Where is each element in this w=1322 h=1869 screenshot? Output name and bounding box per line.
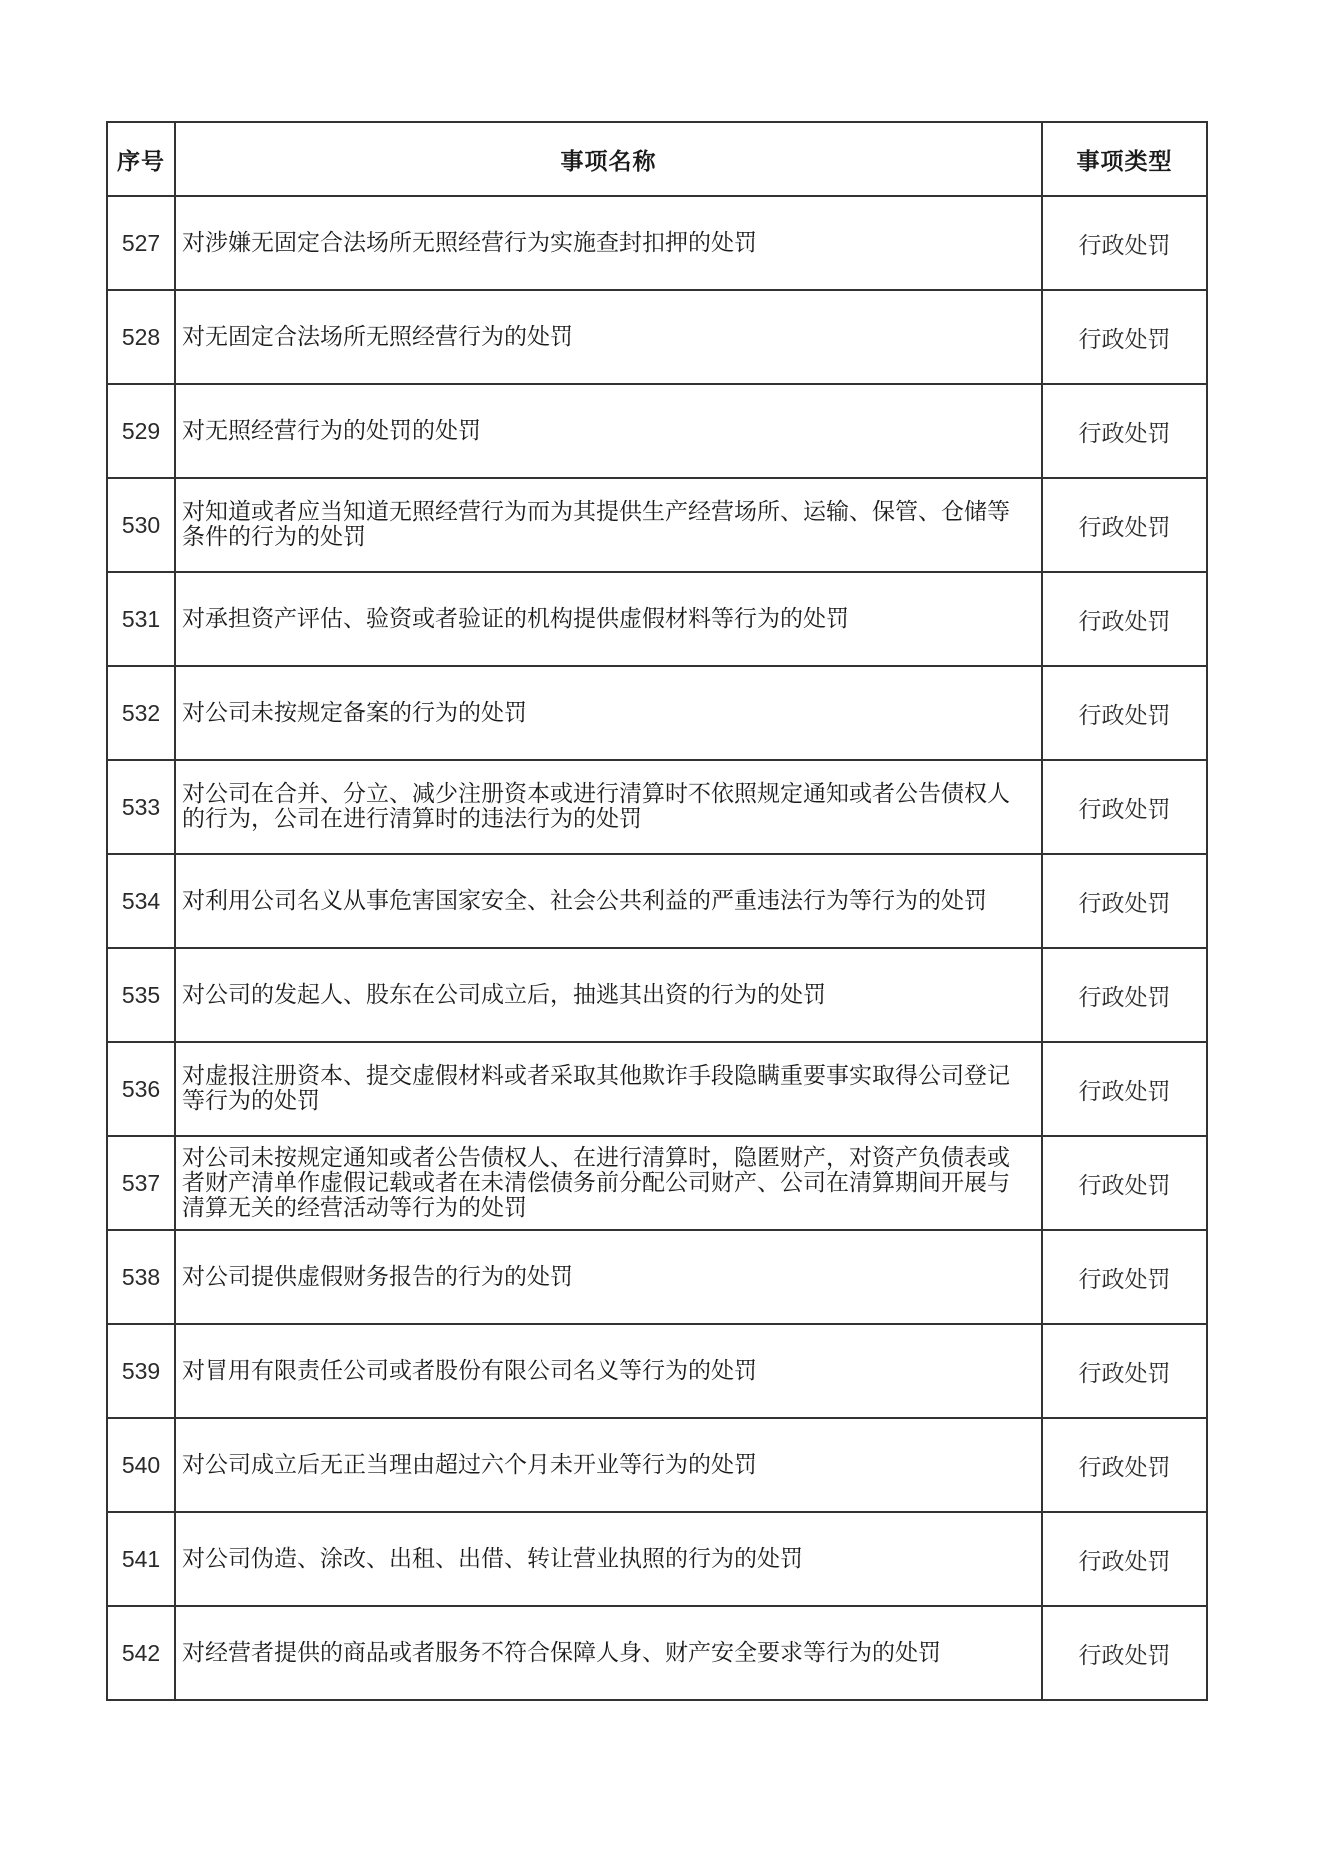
row-type: 行政处罚	[1042, 1042, 1207, 1136]
table-row	[107, 1418, 1207, 1512]
row-no: 531	[107, 572, 175, 666]
table-row	[107, 384, 1207, 478]
row-name: 对经营者提供的商品或者服务不符合保障人身、财产安全要求等行为的处罚	[175, 1606, 1042, 1700]
row-no: 535	[107, 948, 175, 1042]
table-row	[107, 1324, 1207, 1418]
row-name: 对公司在合并、分立、减少注册资本或进行清算时不依照规定通知或者公告债权人的行为，公司在进行清算时的违法行为的处罚	[175, 760, 1042, 854]
table-row	[107, 478, 1207, 572]
table-row	[107, 1136, 1207, 1230]
header-name: 事项名称	[175, 122, 1042, 196]
row-no: 542	[107, 1606, 175, 1700]
row-no: 534	[107, 854, 175, 948]
row-type: 行政处罚	[1042, 290, 1207, 384]
row-type: 行政处罚	[1042, 666, 1207, 760]
row-no: 533	[107, 760, 175, 854]
table-row	[107, 1606, 1207, 1700]
row-no: 528	[107, 290, 175, 384]
row-name: 对知道或者应当知道无照经营行为而为其提供生产经营场所、运输、保管、仓储等条件的行为的处罚	[175, 478, 1042, 572]
row-no: 530	[107, 478, 175, 572]
table-row	[107, 196, 1207, 290]
row-type: 行政处罚	[1042, 1324, 1207, 1418]
row-type: 行政处罚	[1042, 1512, 1207, 1606]
row-name: 对公司的发起人、股东在公司成立后，抽逃其出资的行为的处罚	[175, 948, 1042, 1042]
row-name: 对公司未按规定备案的行为的处罚	[175, 666, 1042, 760]
row-name: 对利用公司名义从事危害国家安全、社会公共利益的严重违法行为等行为的处罚	[175, 854, 1042, 948]
row-type: 行政处罚	[1042, 478, 1207, 572]
table-row	[107, 760, 1207, 854]
row-no: 537	[107, 1136, 175, 1230]
row-type: 行政处罚	[1042, 948, 1207, 1042]
items-table	[106, 121, 1208, 1701]
row-type: 行政处罚	[1042, 196, 1207, 290]
row-name: 对公司未按规定通知或者公告债权人、在进行清算时，隐匿财产，对资产负债表或者财产清单作虚假记载或者在未清偿债务前分配公司财产、公司在清算期间开展与清算无关的经营活动等行为的处罚	[175, 1136, 1042, 1230]
row-name: 对公司成立后无正当理由超过六个月未开业等行为的处罚	[175, 1418, 1042, 1512]
header-no: 序号	[107, 122, 175, 196]
table-row	[107, 666, 1207, 760]
row-name: 对公司伪造、涂改、出租、出借、转让营业执照的行为的处罚	[175, 1512, 1042, 1606]
table-body	[107, 196, 1207, 1700]
row-no: 540	[107, 1418, 175, 1512]
row-type: 行政处罚	[1042, 760, 1207, 854]
row-no: 532	[107, 666, 175, 760]
header-type: 事项类型	[1042, 122, 1207, 196]
row-name: 对承担资产评估、验资或者验证的机构提供虚假材料等行为的处罚	[175, 572, 1042, 666]
row-no: 541	[107, 1512, 175, 1606]
table-row	[107, 948, 1207, 1042]
row-type: 行政处罚	[1042, 1230, 1207, 1324]
row-name: 对涉嫌无固定合法场所无照经营行为实施查封扣押的处罚	[175, 196, 1042, 290]
row-no: 527	[107, 196, 175, 290]
table-row	[107, 1042, 1207, 1136]
table-row	[107, 290, 1207, 384]
row-no: 536	[107, 1042, 175, 1136]
row-type: 行政处罚	[1042, 854, 1207, 948]
row-type: 行政处罚	[1042, 1606, 1207, 1700]
row-no: 538	[107, 1230, 175, 1324]
row-no: 539	[107, 1324, 175, 1418]
row-no: 529	[107, 384, 175, 478]
row-name: 对冒用有限责任公司或者股份有限公司名义等行为的处罚	[175, 1324, 1042, 1418]
row-type: 行政处罚	[1042, 572, 1207, 666]
row-name: 对虚报注册资本、提交虚假材料或者采取其他欺诈手段隐瞒重要事实取得公司登记等行为的处罚	[175, 1042, 1042, 1136]
row-type: 行政处罚	[1042, 1418, 1207, 1512]
row-name: 对无固定合法场所无照经营行为的处罚	[175, 290, 1042, 384]
table-row	[107, 854, 1207, 948]
table-row	[107, 1512, 1207, 1606]
header-row	[107, 122, 1207, 196]
row-name: 对无照经营行为的处罚的处罚	[175, 384, 1042, 478]
table-row	[107, 1230, 1207, 1324]
table-header	[107, 122, 1207, 196]
row-type: 行政处罚	[1042, 1136, 1207, 1230]
table-row	[107, 572, 1207, 666]
row-name: 对公司提供虚假财务报告的行为的处罚	[175, 1230, 1042, 1324]
row-type: 行政处罚	[1042, 384, 1207, 478]
